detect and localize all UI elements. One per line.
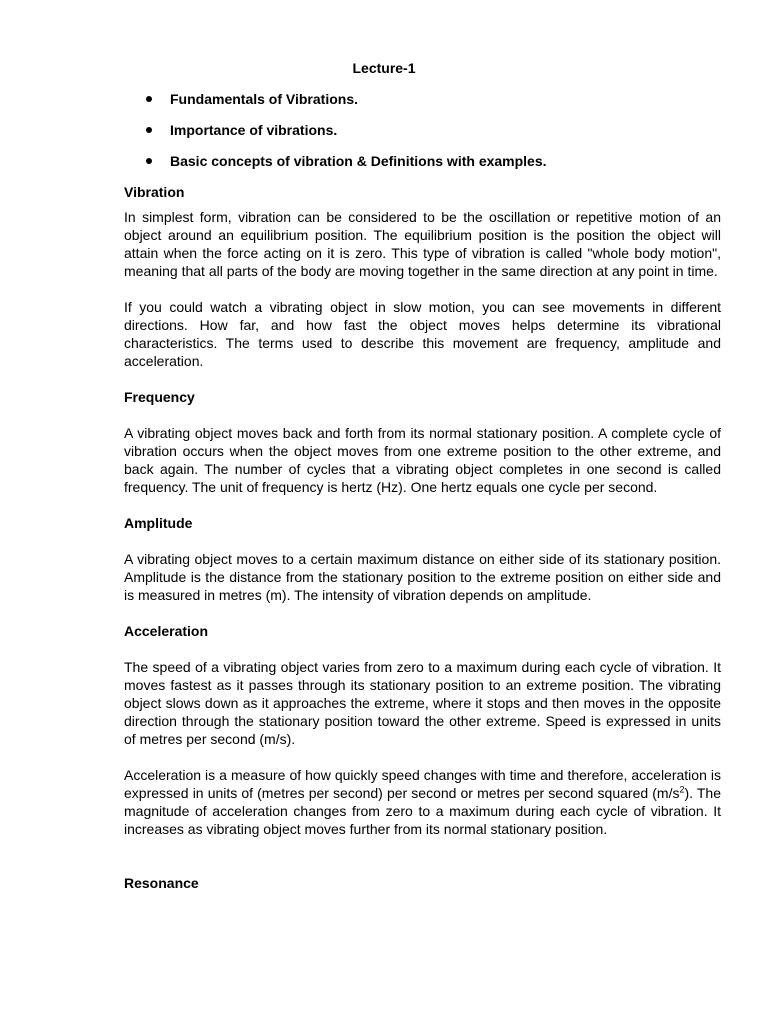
squared-superscript: 2 (679, 784, 685, 795)
frequency-heading: Frequency (124, 389, 195, 405)
bullet-dot-icon (146, 96, 152, 102)
bullet-dot-icon (146, 127, 152, 133)
frequency-paragraph: A vibrating object moves back and forth from its normal stationary position. A complete cycle of vibration occurs when the object moves from one extreme position to the other extreme, and back again. The number of cycles that a vibrating object completes in one second is called frequency. The unit of frequency is hertz (Hz). One hertz equals one cycle per second. (124, 425, 721, 495)
vibration-paragraph-1: In simplest form, vibration can be considered to be the oscillation or repetitive motion of an object around an equilibrium position. The equilibrium position is the position the object will attain when the force acting on it is zero. This type of vibration is called "whole body motion", meaning that all parts of the body are moving together in the same direction at any point in time. (124, 209, 721, 279)
document-body (124, 183, 721, 892)
bullet-text: Fundamentals of Vibrations. (170, 91, 358, 107)
bullet-dot-icon (146, 158, 152, 164)
bullet-item (146, 90, 547, 108)
amplitude-heading: Amplitude (124, 515, 193, 531)
lecture-title: Lecture-1 (352, 60, 416, 76)
topic-bullet-list (146, 90, 547, 183)
amplitude-paragraph: A vibrating object moves to a certain maximum distance on either side of its stationary position. Amplitude is the distance from the stationary position to the extreme position on either side and is measured in metres (m). The intensity of vibration depends on amplitude. (124, 551, 721, 603)
resonance-heading: Resonance (124, 875, 199, 891)
acceleration-paragraph-1: The speed of a vibrating object varies from zero to a maximum during each cycle of vibration. It moves fastest as it passes through its stationary position to an extreme position. The vibrating object slows down as it approaches the extreme, where it stops and then moves in the opposite direction through the stationary position toward the other extreme. Speed is expressed in units of metres per second (m/s). (124, 659, 721, 747)
bullet-text: Importance of vibrations. (170, 122, 338, 138)
acceleration-heading: Acceleration (124, 623, 209, 639)
acceleration-text-before-superscript: Acceleration is a measure of how quickly speed changes with time and therefore, acceleration is expressed in units of (metres per second) per second or metres per second squared (m/s (124, 767, 721, 801)
acceleration-text-after-superscript: ). The magnitude of acceleration changes from zero to a maximum during each cycle of vibration. It increases as vibrating object moves further from its normal stationary position. (124, 785, 722, 837)
bullet-text: Basic concepts of vibration & Definitions with examples. (170, 153, 547, 169)
acceleration-paragraph-2 (124, 766, 721, 838)
bullet-item (146, 152, 547, 170)
vibration-heading: Vibration (124, 184, 185, 200)
bullet-item (146, 121, 547, 139)
vibration-paragraph-2: If you could watch a vibrating object in slow motion, you can see movements in different directions. How far, and how fast the object moves helps determine its vibrational characteristics. The terms used to describe this movement are frequency, amplitude and acceleration. (124, 299, 721, 369)
